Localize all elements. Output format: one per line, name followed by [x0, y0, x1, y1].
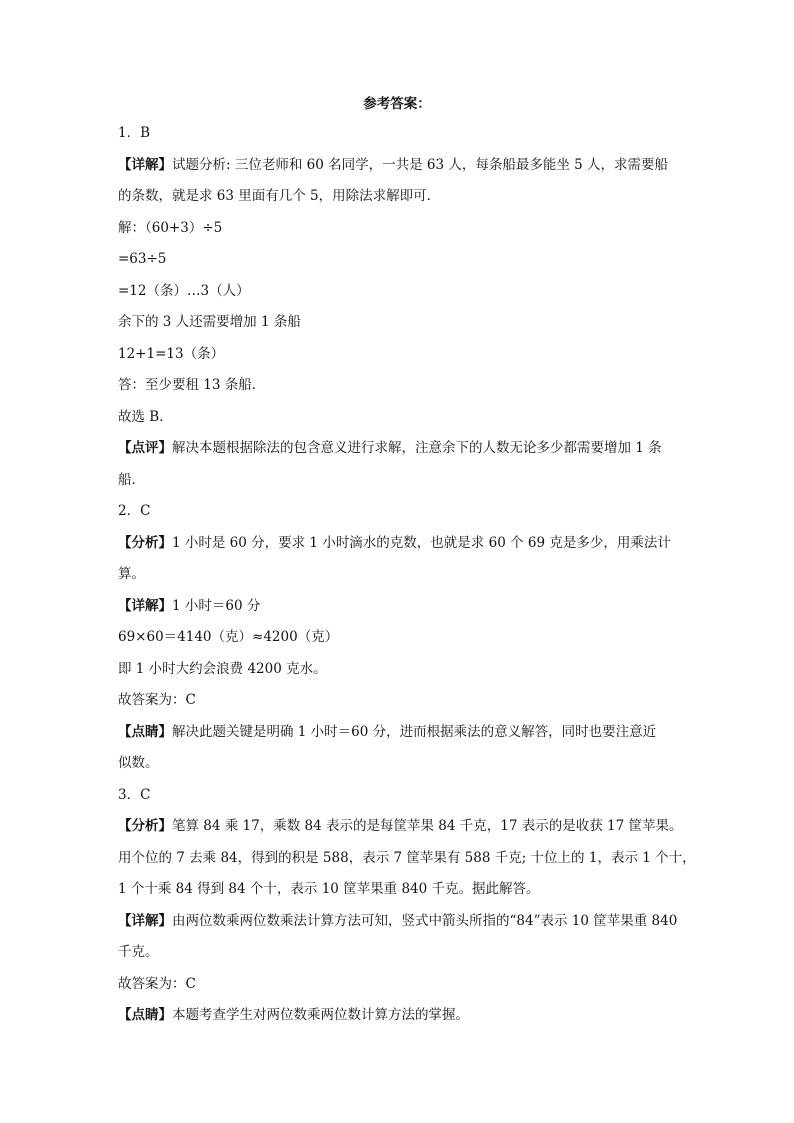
line-text: 笔算 84 乘 17，乘数 84 表示的是每筐苹果 84 千克，17 表示的是收获 17 筐苹果。	[172, 818, 683, 834]
line-text: 用个位的 7 去乘 84，得到的积是 588，表示 7 筐苹果有 588 千克; 十位上的 1，表示 1 个十，	[118, 849, 696, 866]
line-text: 千克。	[118, 944, 159, 960]
text-line	[118, 625, 678, 657]
text-line	[118, 720, 678, 752]
text-line	[118, 153, 678, 185]
text-line	[118, 909, 678, 941]
page-title: 参考答案：	[363, 96, 431, 112]
text-line	[118, 405, 678, 437]
line-text: 余下的 3 人还需要增加 1 条船	[118, 314, 301, 330]
line-text: 似数。	[118, 755, 159, 771]
line-text: =63÷5	[118, 251, 167, 267]
text-line	[118, 1003, 678, 1035]
section-tag: 【点睛】	[118, 723, 172, 740]
line-text: 1．B	[118, 125, 151, 141]
text-line	[118, 342, 678, 374]
line-text: 算。	[118, 566, 145, 582]
text-line	[118, 688, 678, 720]
section-tag: 【分析】	[118, 534, 172, 551]
section-tag: 【点睛】	[118, 1007, 172, 1023]
text-line	[118, 594, 678, 626]
line-text: 2．C	[118, 503, 151, 519]
line-text: 船．	[118, 471, 145, 488]
line-text: 即 1 小时大约会浪费 4200 克水。	[118, 660, 327, 677]
text-line	[118, 846, 696, 878]
line-text: 答：至少要租 13 条船．	[118, 377, 266, 393]
line-text: 故答案为：C	[118, 692, 196, 708]
line-text: 1 小时是 60 分，要求 1 小时滴水的克数，也就是求 60 个 69 克是多少，用乘法计	[172, 534, 671, 551]
text-line	[118, 247, 678, 279]
line-text: 的条数，就是求 63 里面有几个 5，用除法求解即可．	[118, 188, 441, 204]
text-line	[118, 877, 678, 909]
line-text: =12（条）…3（人）	[118, 282, 250, 299]
section-tag: 【分析】	[118, 818, 172, 834]
line-text: 故选 B．	[118, 408, 173, 425]
text-line	[118, 216, 678, 248]
line-text: 69×60＝4140（克）≈4200（克）	[118, 629, 339, 645]
text-line	[118, 783, 678, 815]
line-text: 3．C	[118, 786, 151, 803]
line-text: 解决本题根据除法的包含意义进行求解，注意余下的人数无论多少都需要增加 1 条	[172, 440, 662, 456]
line-text: 故答案为：C	[118, 975, 196, 992]
text-line	[118, 373, 678, 405]
line-text: 解：（60+3）÷5	[118, 219, 223, 236]
text-line	[118, 436, 678, 468]
text-line	[118, 121, 678, 153]
section-tag: 【详解】	[118, 912, 172, 929]
text-line	[118, 468, 678, 500]
line-text: 本题考查学生对两位数乘两位数计算方法的掌握。	[172, 1007, 469, 1023]
text-line	[118, 814, 683, 846]
text-line	[118, 531, 678, 563]
section-tag: 【点评】	[118, 440, 172, 456]
text-line	[118, 499, 678, 531]
line-text: 试题分析: 三位老师和 60 名同学，一共是 63 人，每条船最多能坐 5 人，求需要船	[172, 156, 669, 173]
line-text: 由两位数乘两位数乘法计算方法可知，竖式中箭头所指的“84”表示 10 筐苹果重 840	[172, 912, 678, 929]
text-line	[118, 184, 678, 216]
text-line	[118, 279, 678, 311]
text-line	[118, 751, 678, 783]
answer-content	[118, 121, 696, 1035]
line-text: 12+1=13（条）	[118, 345, 225, 362]
section-tag: 【详解】	[118, 597, 172, 614]
text-line	[118, 972, 678, 1004]
section-tag: 【详解】	[118, 156, 172, 173]
line-text: 1 个十乘 84 得到 84 个十，表示 10 筐苹果重 840 千克。据此解答。	[118, 881, 540, 897]
text-line	[118, 657, 678, 689]
text-line	[118, 940, 678, 972]
text-line	[118, 562, 678, 594]
line-text: 1 小时＝60 分	[172, 597, 261, 614]
text-line	[118, 310, 678, 342]
line-text: 解决此题关键是明确 1 小时＝60 分，进而根据乘法的意义解答，同时也要注意近	[172, 723, 657, 740]
